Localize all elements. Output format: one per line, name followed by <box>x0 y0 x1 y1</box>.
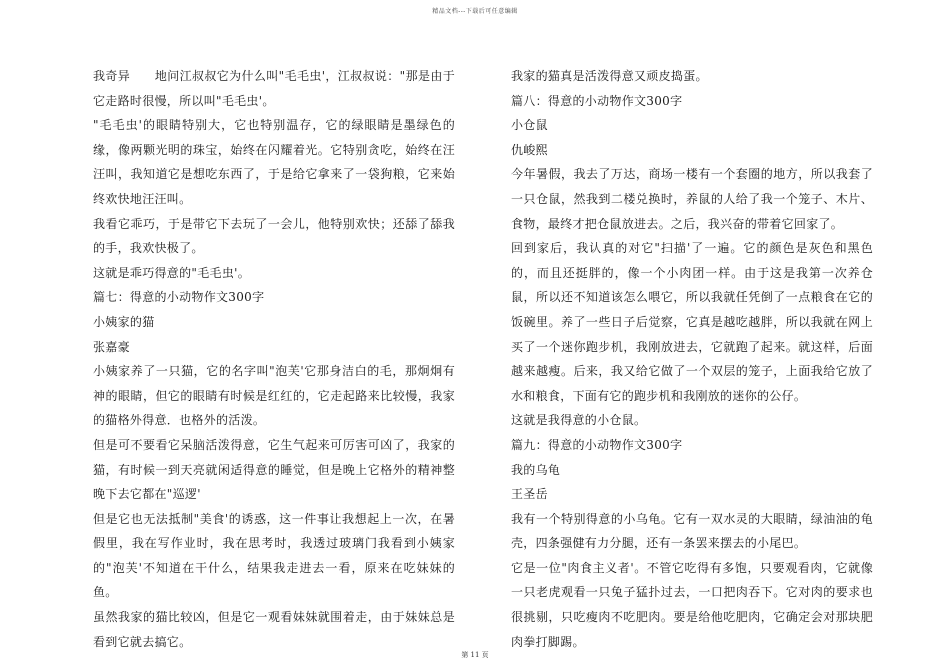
essay-title: 我的乌龟 <box>511 462 561 477</box>
paragraph: "毛毛虫'的眼睛特别大，它也特别温存，它的绿眼睛是墨绿色的缘，像两颗光明的珠宝，始终在闪耀着光。它特别贪吃，始终在汪汪叫，我知道它是想吃东西了，于是给它拿来了一袋狗粮，它来始终欢快地汪汪叫。 <box>93 118 455 206</box>
section-heading: 篇九：得意的小动物作文300字 <box>511 437 683 452</box>
right-column <box>511 64 873 654</box>
paragraph: 小姨家养了一只猫，它的名字叫"泡芙'它那身洁白的毛，那炯炯有神的眼睛，但它的眼睛有时候是红红的，它走起路来比较慢，我家的猫格外得意．也格外的活泼。 <box>93 364 455 428</box>
page-header: 精品文档---下载后可任意编辑 <box>432 8 518 15</box>
section-heading: 篇八：得意的小动物作文300字 <box>511 93 683 108</box>
paragraph: 我看它乖巧，于是带它下去玩了一会儿，他特别欢快；还舔了舔我的手，我欢快极了。 <box>93 216 455 256</box>
essay-author: 王圣岳 <box>511 487 548 502</box>
paragraph: 但是它也无法抵制"美食'的诱惑，这一件事让我想起上一次，在暑假里，我在写作业时，我在思考时，我透过玻璃门我看到小姨家的"泡芙'不知道在干什么，结果我走进去一看，原来在吃妹妹的鱼。 <box>93 511 455 600</box>
section-heading: 篇七：得意的小动物作文300字 <box>93 290 265 305</box>
paragraph: 这就是乖巧得意的"毛毛虫'。 <box>93 265 251 280</box>
essay-title: 小仓鼠 <box>511 118 548 133</box>
paragraph: 虽然我家的猫比较凶，但是它一观看妹妹就围着走，由于妹妹总是看到它就去搞它。 <box>93 610 455 649</box>
paragraph: 它是一位"肉食主义者'。不管它吃得有多饱，只要观看肉，它就像一只老虎观看一只兔子猛扑过去，一口把肉吞下。它对肉的要求也很挑剔，只吃瘦肉不吃肥肉。要是给他吃肥肉，它确定会对那块肥肉拳打脚踢。 <box>511 560 873 649</box>
paragraph: 我奇异 地问江叔叔它为什么叫"毛毛虫'，江叔叔说："那是由于它走路时很慢，所以叫"毛毛虫'。 <box>93 69 455 108</box>
paragraph: 回到家后，我认真的对它"扫描'了一遍。它的颜色是灰色和黑色的，而且还挺胖的，像一个小肉团一样。由于这是我第一次养仓鼠，所以还不知道该怎么喂它，所以我就任凭倒了一点粮食在它的饭碗里。养了一些日子后觉察，它真是越吃越胖，所以我就在网上买了一个迷你跑步机，我刚放进去，它就跑了起来。就这样，后面越来越瘦。后来，我又给它做了一个双层的笼子，上面我给它放了水和粮食，下面有它的跑步机和我刚放的迷你的公仔。 <box>511 241 873 403</box>
essay-author: 仇峻熙 <box>511 142 548 157</box>
page-number: 第 11 页 <box>461 651 489 659</box>
paragraph: 我家的猫真是活泼得意又顽皮捣蛋。 <box>511 69 708 83</box>
left-column <box>93 64 455 654</box>
paragraph: 我有一个特别得意的小乌龟。它有一双水灵的大眼睛，绿油油的龟壳，四条强健有力分腿，还有一条罢来摆去的小尾巴。 <box>511 511 873 551</box>
paragraph: 今年暑假，我去了万达，商场一楼有一个套圈的地方，所以我套了一只仓鼠，然我到二楼兑换时，养鼠的人给了我一个笼子、木片、食物，最终才把仓鼠放进去。之后，我兴奋的带着它回家了。 <box>511 167 873 231</box>
essay-title: 小姨家的猫 <box>93 314 155 329</box>
paragraph: 但是可不要看它呆脑活泼得意，它生气起来可厉害可凶了，我家的猫，有时候一到天亮就闲适得意的睡觉，但是晚上它格外的精神整晚下去它都在"巡逻' <box>93 437 455 502</box>
essay-author: 张嘉豪 <box>93 339 130 354</box>
paragraph: 这就是我得意的小仓鼠。 <box>511 413 647 428</box>
